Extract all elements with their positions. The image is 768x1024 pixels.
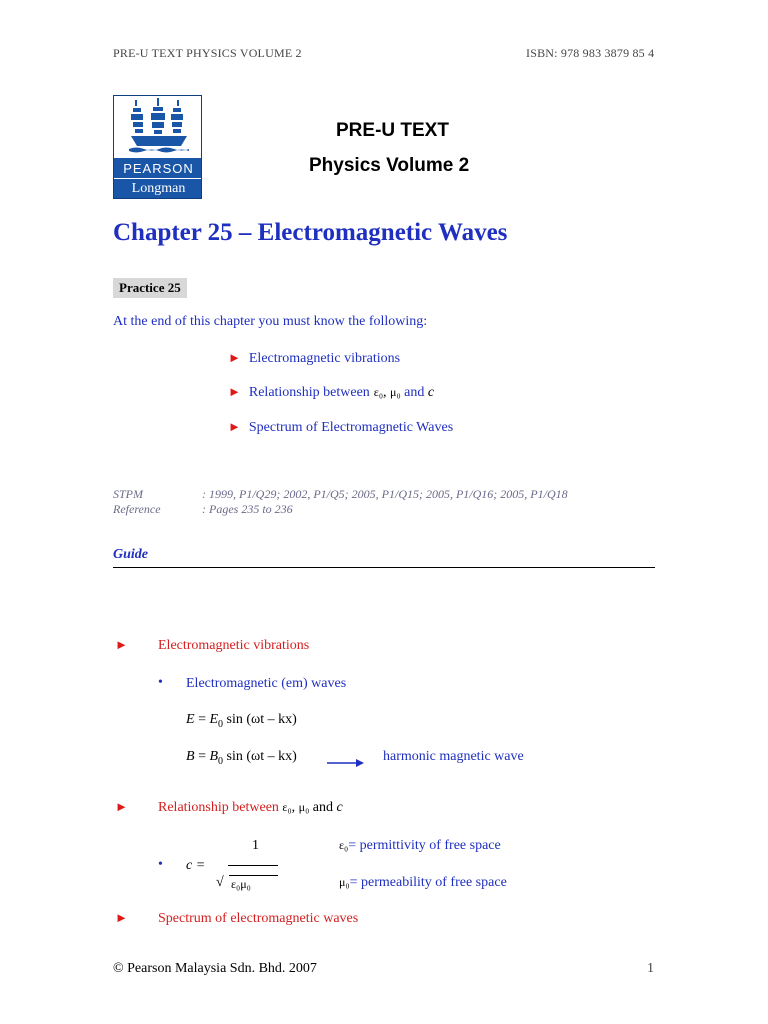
intro-text: At the end of this chapter you must know the following:	[113, 314, 428, 329]
chapter-title: Chapter 25 – Electromagnetic Waves	[113, 219, 508, 246]
eq-sub: 0	[218, 755, 224, 767]
triangle-right-icon: ►	[115, 637, 128, 652]
separator: ,	[291, 800, 299, 815]
triangle-right-icon: ►	[228, 350, 241, 365]
book-title-line1: PRE-U TEXT	[336, 120, 449, 141]
objective-label: Spectrum of Electromagnetic Waves	[248, 420, 454, 435]
harmonic-note: harmonic magnetic wave	[383, 749, 524, 764]
c-symbol: c	[336, 800, 343, 815]
mu-symbol: μ₀	[390, 385, 401, 399]
dot-icon: •	[158, 857, 163, 872]
fraction-bar	[228, 865, 278, 866]
eq-amp: B	[209, 749, 219, 764]
objective-item	[228, 418, 453, 436]
stpm-label: STPM	[113, 487, 143, 501]
formula-numerator: 1	[252, 838, 259, 853]
objective-label: Electromagnetic vibrations	[248, 351, 401, 366]
definition-text: = permeability of free space	[349, 875, 507, 890]
section-heading: Spectrum of electromagnetic waves	[158, 911, 359, 926]
guide-divider	[113, 567, 655, 568]
arrow-right-icon	[326, 757, 366, 767]
logo-brand: PEARSON	[123, 161, 194, 176]
pearson-longman-logo	[113, 95, 202, 199]
definition-permeability	[339, 875, 507, 891]
objective-label: Relationship between	[248, 385, 370, 400]
definition-permittivity	[339, 838, 501, 854]
page-number: 1	[647, 961, 654, 976]
triangle-right-icon: ►	[115, 799, 128, 814]
section-heading-text: Relationship between	[158, 800, 279, 815]
bullet-text: Electromagnetic (em) waves	[186, 676, 347, 691]
eq-lhs: E	[186, 712, 195, 727]
reference-value: : Pages 235 to 236	[202, 502, 293, 516]
triangle-right-icon: ►	[228, 419, 241, 434]
logo-imprint: Longman	[114, 178, 202, 197]
objective-item	[228, 383, 434, 401]
epsilon-symbol: ε₀	[373, 385, 384, 399]
c-symbol: c	[427, 385, 435, 400]
practice-badge: Practice 25	[113, 278, 187, 298]
eq-amp: E	[209, 712, 219, 727]
and-word: and	[309, 800, 337, 815]
reference-label: Reference	[113, 502, 161, 516]
eq-sign: =	[194, 749, 210, 764]
formula-denominator: ε₀μ₀	[231, 877, 251, 891]
and-word: and	[400, 385, 428, 400]
footer-copyright: © Pearson Malaysia Sdn. Bhd. 2007	[113, 961, 317, 976]
objective-item	[228, 349, 400, 367]
eq-rest: sin (ωt – kx)	[223, 749, 297, 764]
dot-icon: •	[158, 675, 163, 690]
epsilon-symbol: ε₀	[282, 800, 292, 814]
triangle-right-icon: ►	[228, 384, 241, 399]
header-left: PRE-U TEXT PHYSICS VOLUME 2	[113, 46, 302, 60]
radical-bar	[229, 875, 278, 876]
mu-symbol: μ₀	[339, 875, 350, 889]
epsilon-symbol: ε₀	[339, 838, 349, 852]
triangle-right-icon: ►	[115, 910, 128, 925]
eq-sign: =	[194, 712, 210, 727]
header-right: ISBN: 978 983 3879 85 4	[526, 46, 655, 60]
eq-rest: sin (ωt – kx)	[223, 712, 297, 727]
eq-sub: 0	[218, 718, 224, 730]
equation-b	[186, 749, 297, 767]
equation-e	[186, 712, 297, 730]
formula-lhs: c =	[186, 858, 206, 873]
separator: ,	[383, 385, 391, 400]
radical-sign: √	[216, 875, 224, 890]
section-heading	[158, 800, 343, 816]
section-heading: Electromagnetic vibrations	[158, 638, 310, 653]
eq-lhs: B	[186, 749, 195, 764]
stpm-value: : 1999, P1/Q29; 2002, P1/Q5; 2005, P1/Q15; 2005, P1/Q16; 2005, P1/Q18	[202, 487, 568, 501]
ship-icon	[114, 96, 202, 158]
mu-symbol: μ₀	[298, 800, 310, 814]
definition-text: = permittivity of free space	[348, 838, 501, 853]
guide-heading: Guide	[113, 547, 148, 562]
book-title-line2: Physics Volume 2	[309, 155, 470, 176]
